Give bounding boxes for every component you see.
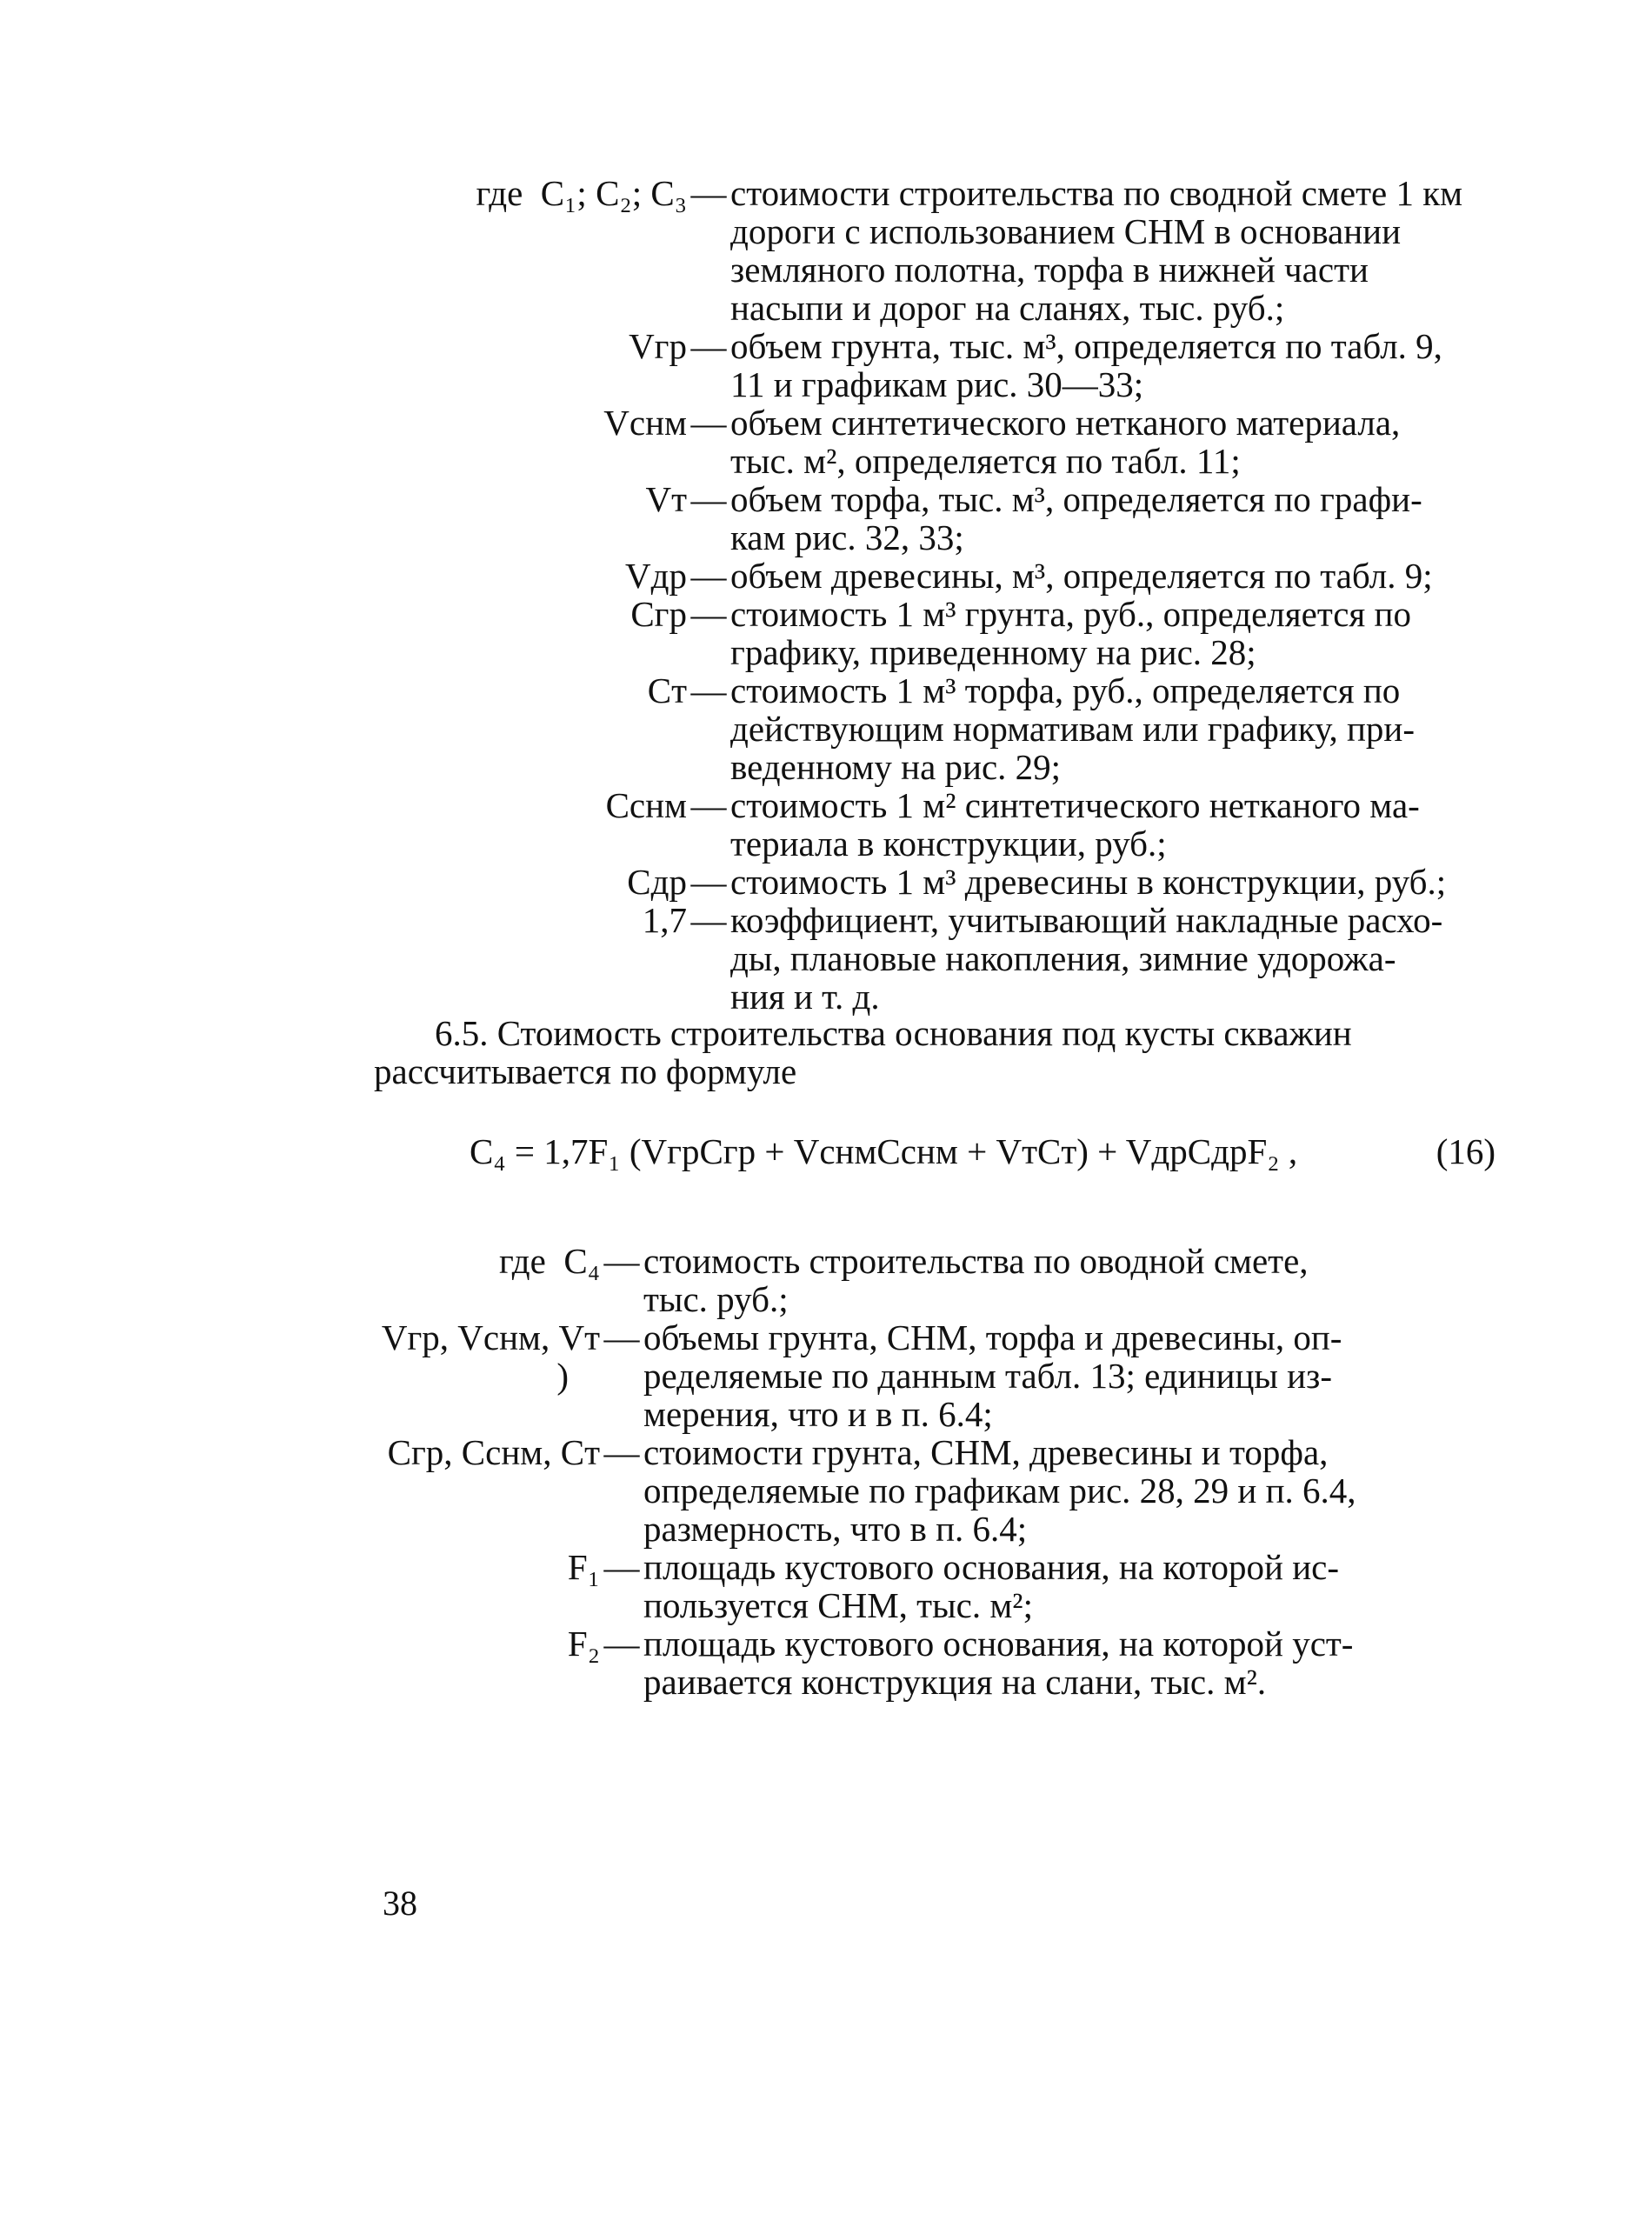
definition-term: где C₁; C₂; C₃: [476, 173, 687, 213]
definition-dash: —: [690, 900, 727, 940]
definition-term: Cт: [647, 670, 687, 710]
definition-row: [0, 671, 1522, 786]
definition-row: [0, 1318, 1495, 1433]
definition-row: [0, 327, 1522, 403]
definition-row: [0, 863, 1522, 901]
definition-row: [0, 1624, 1495, 1701]
definition-text: стоимости строительства по сводной смете 1 км дороги с использованием СНМ в основании земляного полотна, торфа в нижней части насыпи и дорог на сланях, тыс. руб.;: [730, 173, 1463, 328]
definition-text: объем торфа, тыс. м³, определяется по графи- кам рис. 32, 33;: [730, 479, 1422, 557]
definition-term: Cдр: [627, 862, 687, 902]
definition-row: [0, 1433, 1495, 1548]
definition-text: объемы грунта, СНМ, торфа и древесины, оп- ределяемые по данным табл. 13; единицы из- мерения, что и в п. 6.4;: [643, 1317, 1342, 1434]
definition-dash: —: [603, 1241, 640, 1281]
page-number: 38: [383, 1884, 417, 1923]
definition-text: коэффициент, учитывающий накладные расхо- ды, плановые накопления, зимние удорожа- ния и т. д.: [730, 900, 1443, 1017]
definition-dash: —: [690, 594, 727, 634]
definition-text: объем древесины, м³, определяется по табл. 9;: [730, 556, 1433, 596]
definition-dash: —: [690, 173, 727, 213]
definition-term: Vснм: [603, 403, 687, 443]
definition-term: Vгр, Vснм, Vт ): [0, 1318, 600, 1395]
definition-row: [0, 403, 1522, 480]
definition-dash: —: [603, 1547, 640, 1587]
stray-mark: ): [556, 1356, 569, 1396]
definition-text: площадь кустового основания, на которой уст- раивается конструкция на слани, тыс. м².: [643, 1624, 1354, 1702]
definition-row: [0, 901, 1522, 1016]
definition-dash: —: [603, 1317, 640, 1357]
definition-dash: —: [690, 670, 727, 710]
definition-term: Cгр: [630, 594, 687, 634]
definition-text: объем синтетического нетканого материала, тыс. м², определяется по табл. 11;: [730, 403, 1401, 481]
definition-dash: —: [690, 862, 727, 902]
definition-row: [0, 480, 1522, 557]
definition-dash: —: [690, 785, 727, 825]
definition-row: [0, 174, 1522, 327]
definition-row: [0, 557, 1522, 595]
paragraph-line: рассчитывается по формуле: [374, 1051, 797, 1091]
definition-text: стоимости грунта, СНМ, древесины и торфа, определяемые по графикам рис. 28, 29 и п. 6.4, размерность, что в п. 6.4;: [643, 1432, 1356, 1549]
definition-term: 1,7: [642, 900, 687, 940]
definition-row: [0, 595, 1522, 671]
definition-row: [0, 786, 1522, 863]
definition-term: Cгр, Cснм, Cт: [387, 1432, 600, 1472]
formula-number: (16): [1436, 1131, 1495, 1171]
definition-text: объем грунта, тыс. м³, определяется по табл. 9, 11 и графикам рис. 30—33;: [730, 326, 1442, 404]
definition-row: [0, 1242, 1495, 1318]
paragraph-line: 6.5. Стоимость строительства основания под кусты скважин: [435, 1013, 1352, 1053]
definition-dash: —: [690, 556, 727, 596]
definition-text: стоимость 1 м³ грунта, руб., определяется по графику, приведенному на рис. 28;: [730, 594, 1411, 672]
definition-dash: —: [603, 1624, 640, 1664]
definition-dash: —: [603, 1432, 640, 1472]
definition-term: Vт: [645, 479, 687, 519]
definition-text: площадь кустового основания, на которой ис- пользуется СНМ, тыс. м²;: [643, 1547, 1339, 1625]
definition-row: [0, 1548, 1495, 1624]
definition-term: Vгр: [629, 326, 687, 366]
definition-term: F₁: [567, 1547, 600, 1587]
definition-dash: —: [690, 403, 727, 443]
formula-expression: C₄ = 1,7F₁ (VгрCгр + VснмCснм + VтCт) + VдрCдрF₂ ,: [470, 1131, 1298, 1171]
definition-term: F₂: [567, 1624, 600, 1664]
formula-16: [470, 1130, 1495, 1172]
definition-term: где C₄: [499, 1241, 600, 1281]
definition-dash: —: [690, 326, 727, 366]
definition-term: Vдр: [625, 556, 687, 596]
definition-text: стоимость 1 м² синтетического нетканого ма- териала в конструкции, руб.;: [730, 785, 1420, 864]
definition-dash: —: [690, 479, 727, 519]
definition-text: стоимость строительства по оводной смете, тыс. руб.;: [643, 1241, 1309, 1319]
paragraph-6-5: [374, 1014, 1495, 1090]
definition-text: стоимость 1 м³ торфа, руб., определяется по действующим нормативам или графику, при- веденному на рис. 29;: [730, 670, 1415, 787]
definition-term: Cснм: [605, 785, 687, 825]
definition-text: стоимость 1 м³ древесины в конструкции, руб.;: [730, 862, 1447, 902]
